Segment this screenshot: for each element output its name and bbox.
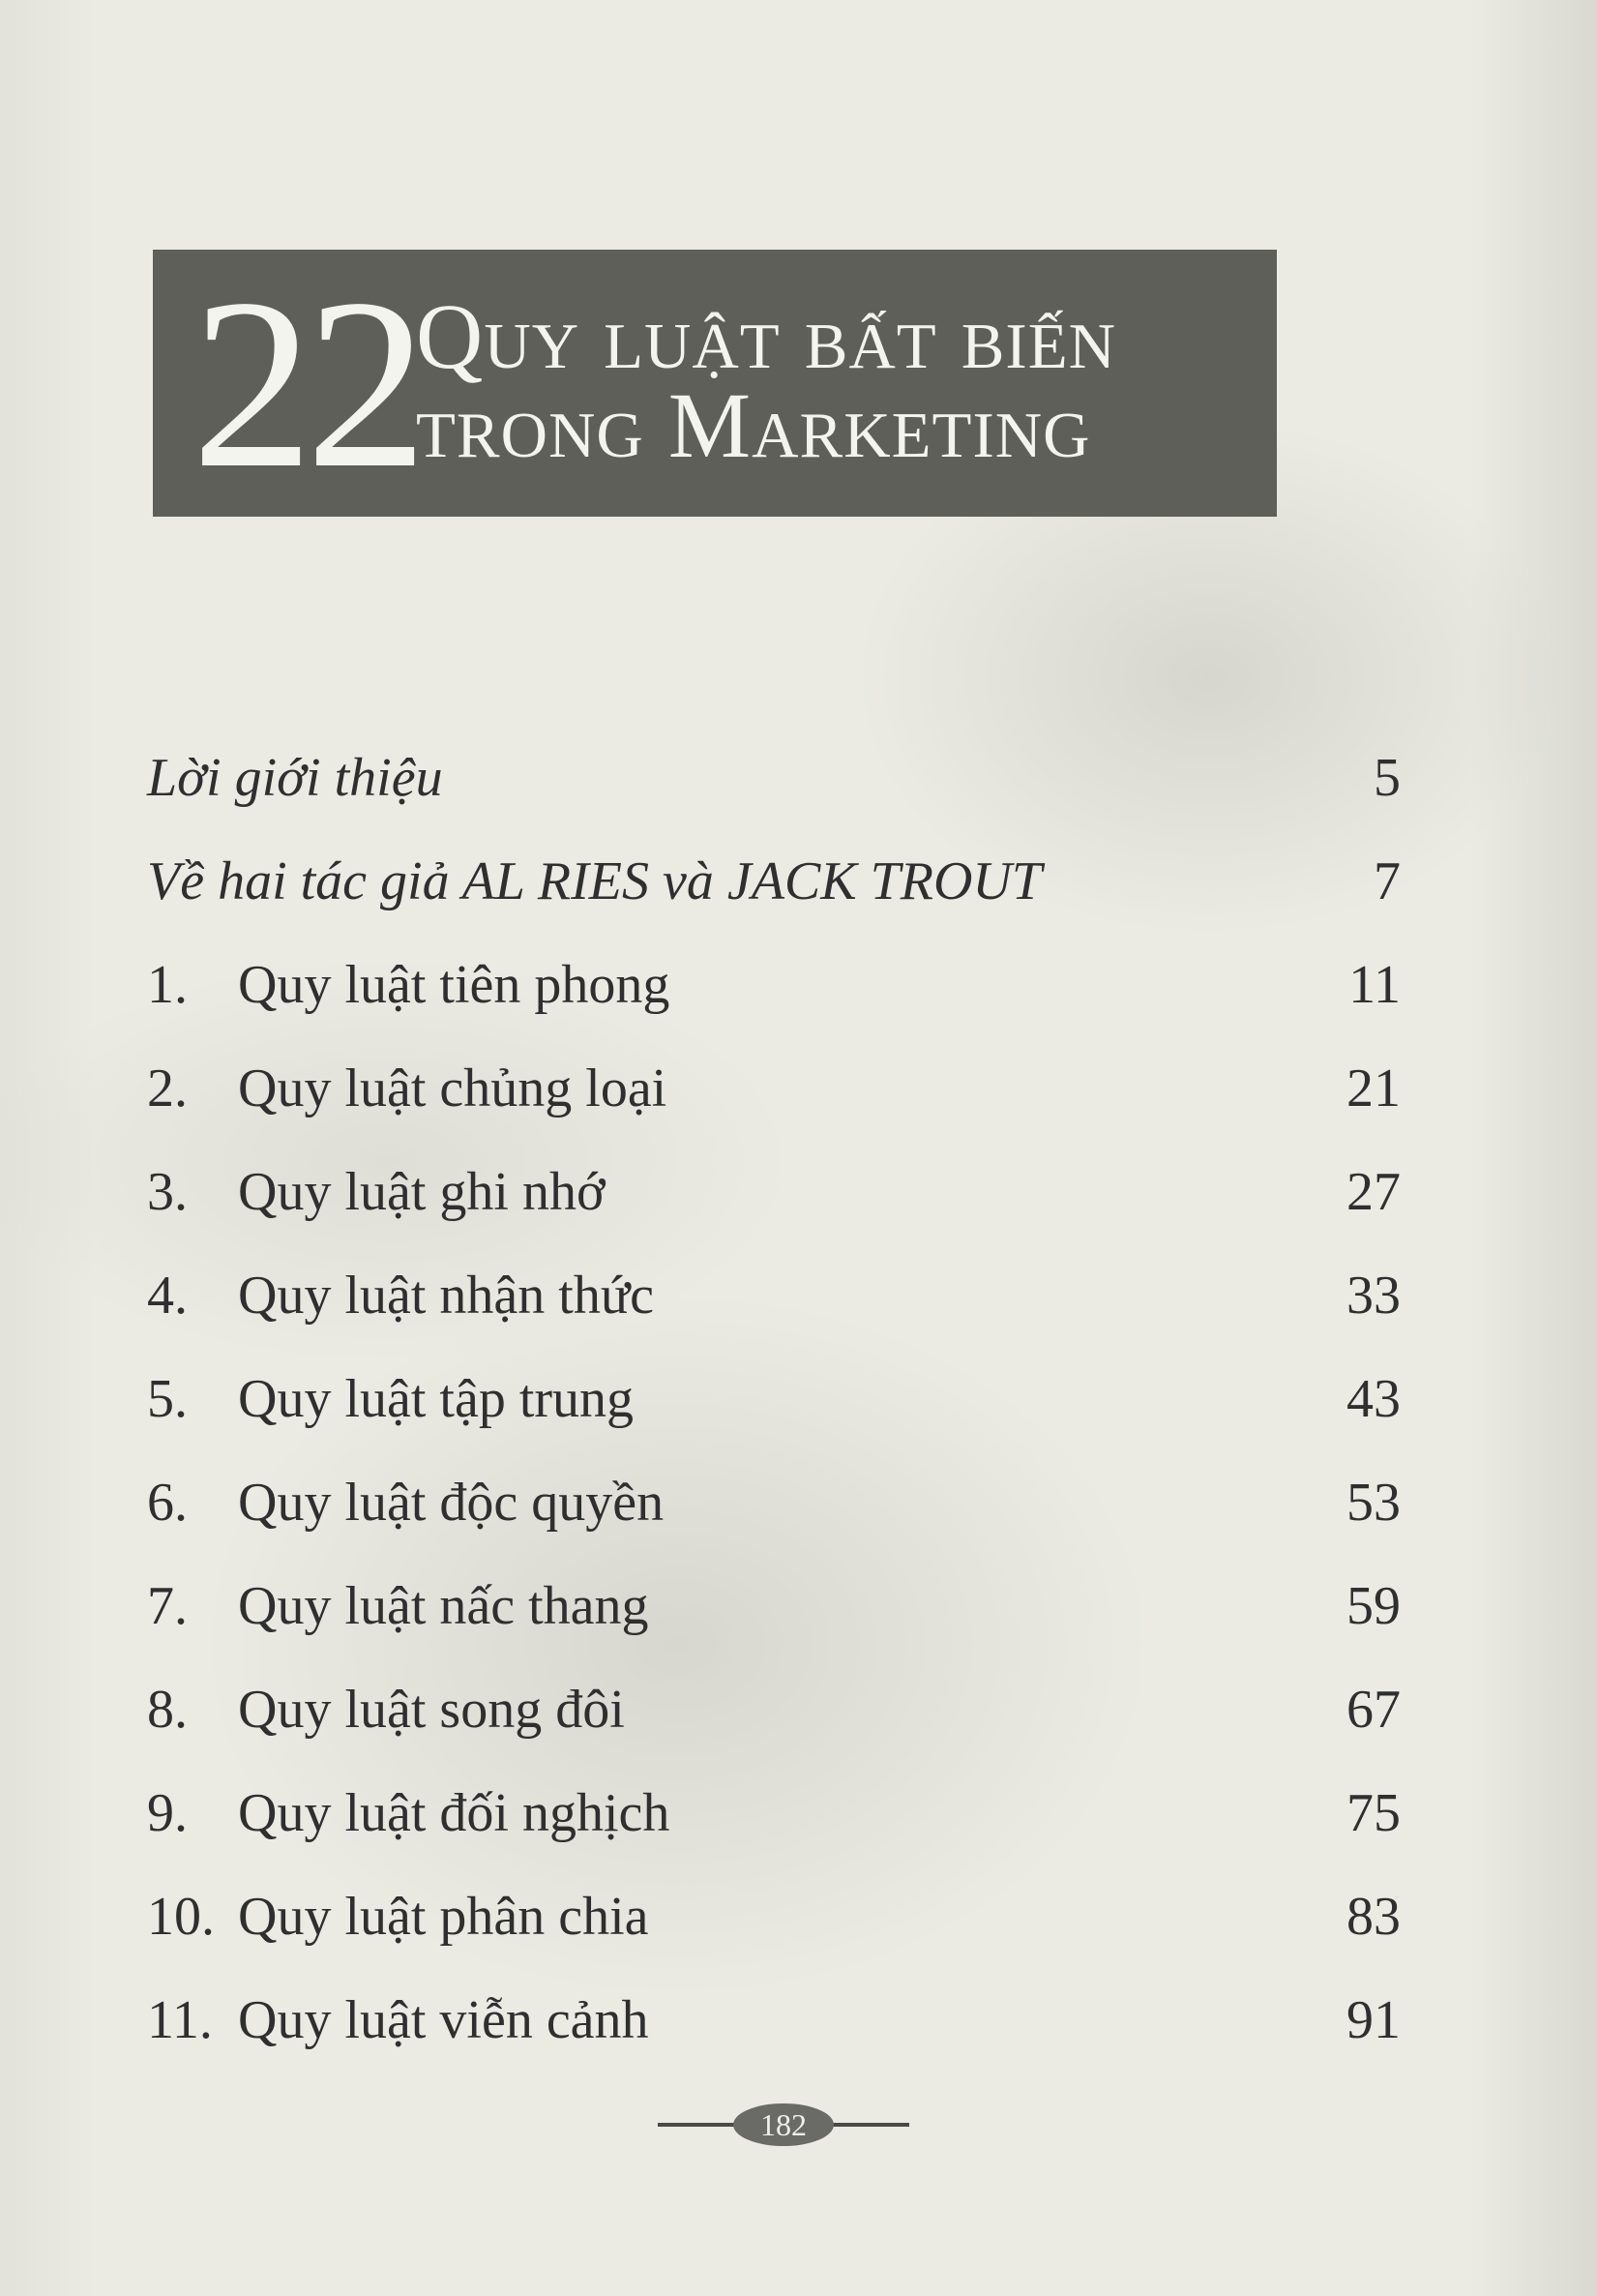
toc-entry-title: Quy luật đối nghịch bbox=[238, 1783, 670, 1843]
toc-entry-number: 7. bbox=[147, 1576, 188, 1636]
toc-entry-title: Lời giới thiệu bbox=[147, 748, 443, 808]
toc-entry-page: 7 bbox=[1374, 851, 1401, 911]
toc-entry[interactable] bbox=[147, 944, 1401, 1026]
toc-entry-title: Quy luật tập trung bbox=[238, 1369, 635, 1429]
toc-entry-title: Quy luật nhận thức bbox=[238, 1266, 655, 1326]
toc-entry-page: 83 bbox=[1346, 1887, 1401, 1947]
toc-entry-number: 8. bbox=[147, 1680, 188, 1740]
toc-entry-number: 4. bbox=[147, 1266, 188, 1326]
ornament-left-rule bbox=[658, 2123, 743, 2127]
toc-entry[interactable] bbox=[147, 1255, 1401, 1336]
toc-entry-page: 53 bbox=[1346, 1473, 1401, 1533]
toc-entry-page: 75 bbox=[1346, 1783, 1401, 1843]
toc-entry[interactable] bbox=[147, 1151, 1401, 1233]
toc-entry-title: Quy luật phân chia bbox=[238, 1887, 649, 1947]
toc-entry-title: Quy luật viễn cảnh bbox=[238, 1990, 649, 2050]
page-number-ornament bbox=[658, 2096, 909, 2154]
toc-entry-number: 11. bbox=[147, 1990, 213, 2050]
toc-entry-number: 1. bbox=[147, 955, 188, 1015]
toc-entry[interactable] bbox=[147, 1669, 1401, 1750]
toc-entry-number: 3. bbox=[147, 1162, 188, 1222]
toc-entry-page: 21 bbox=[1346, 1059, 1401, 1118]
table-of-contents bbox=[147, 737, 1401, 2072]
toc-entry-number: 10. bbox=[147, 1887, 215, 1947]
toc-entry-page: 11 bbox=[1348, 955, 1401, 1015]
toc-entry[interactable] bbox=[147, 1980, 1401, 2061]
toc-entry-title: Quy luật chủng loại bbox=[238, 1059, 667, 1118]
toc-entry-number: 5. bbox=[147, 1369, 188, 1429]
toc-entry-title: Quy luật song đôi bbox=[238, 1680, 625, 1740]
toc-entry-page: 33 bbox=[1346, 1266, 1401, 1326]
toc-entry-page: 27 bbox=[1346, 1162, 1401, 1222]
toc-entry-title: Quy luật độc quyền bbox=[238, 1473, 665, 1533]
toc-entry-title: Về hai tác giả AL RIES và JACK TROUT bbox=[147, 851, 1042, 911]
ornament-right-rule bbox=[824, 2123, 909, 2127]
toc-entry-number: 6. bbox=[147, 1473, 188, 1533]
page-number: 182 bbox=[760, 2107, 807, 2142]
toc-entry-number: 2. bbox=[147, 1059, 188, 1118]
toc-entry-page: 43 bbox=[1346, 1369, 1401, 1429]
toc-entry[interactable] bbox=[147, 1048, 1401, 1129]
toc-entry[interactable] bbox=[147, 1358, 1401, 1440]
toc-entry[interactable] bbox=[147, 1876, 1401, 1957]
toc-entry[interactable] bbox=[147, 1773, 1401, 1854]
toc-entry-title: Quy luật tiên phong bbox=[238, 955, 670, 1015]
toc-entry-title: Quy luật nấc thang bbox=[238, 1576, 649, 1636]
toc-entry[interactable] bbox=[147, 1462, 1401, 1543]
title-number: 22 bbox=[192, 250, 420, 517]
title-line-1: Quy luật bất biến bbox=[416, 284, 1117, 388]
book-title-banner bbox=[153, 250, 1277, 517]
toc-entry-page: 5 bbox=[1374, 748, 1401, 808]
toc-entry-number: 9. bbox=[147, 1783, 188, 1843]
title-line-2: trong Marketing bbox=[416, 373, 1091, 477]
toc-entry-title: Quy luật ghi nhớ bbox=[238, 1162, 606, 1222]
toc-entry[interactable] bbox=[147, 1565, 1401, 1647]
toc-entry[interactable] bbox=[147, 841, 1401, 922]
toc-entry[interactable] bbox=[147, 737, 1401, 819]
toc-entry-page: 59 bbox=[1346, 1576, 1401, 1636]
toc-entry-page: 67 bbox=[1346, 1680, 1401, 1740]
toc-entry-page: 91 bbox=[1346, 1990, 1401, 2050]
